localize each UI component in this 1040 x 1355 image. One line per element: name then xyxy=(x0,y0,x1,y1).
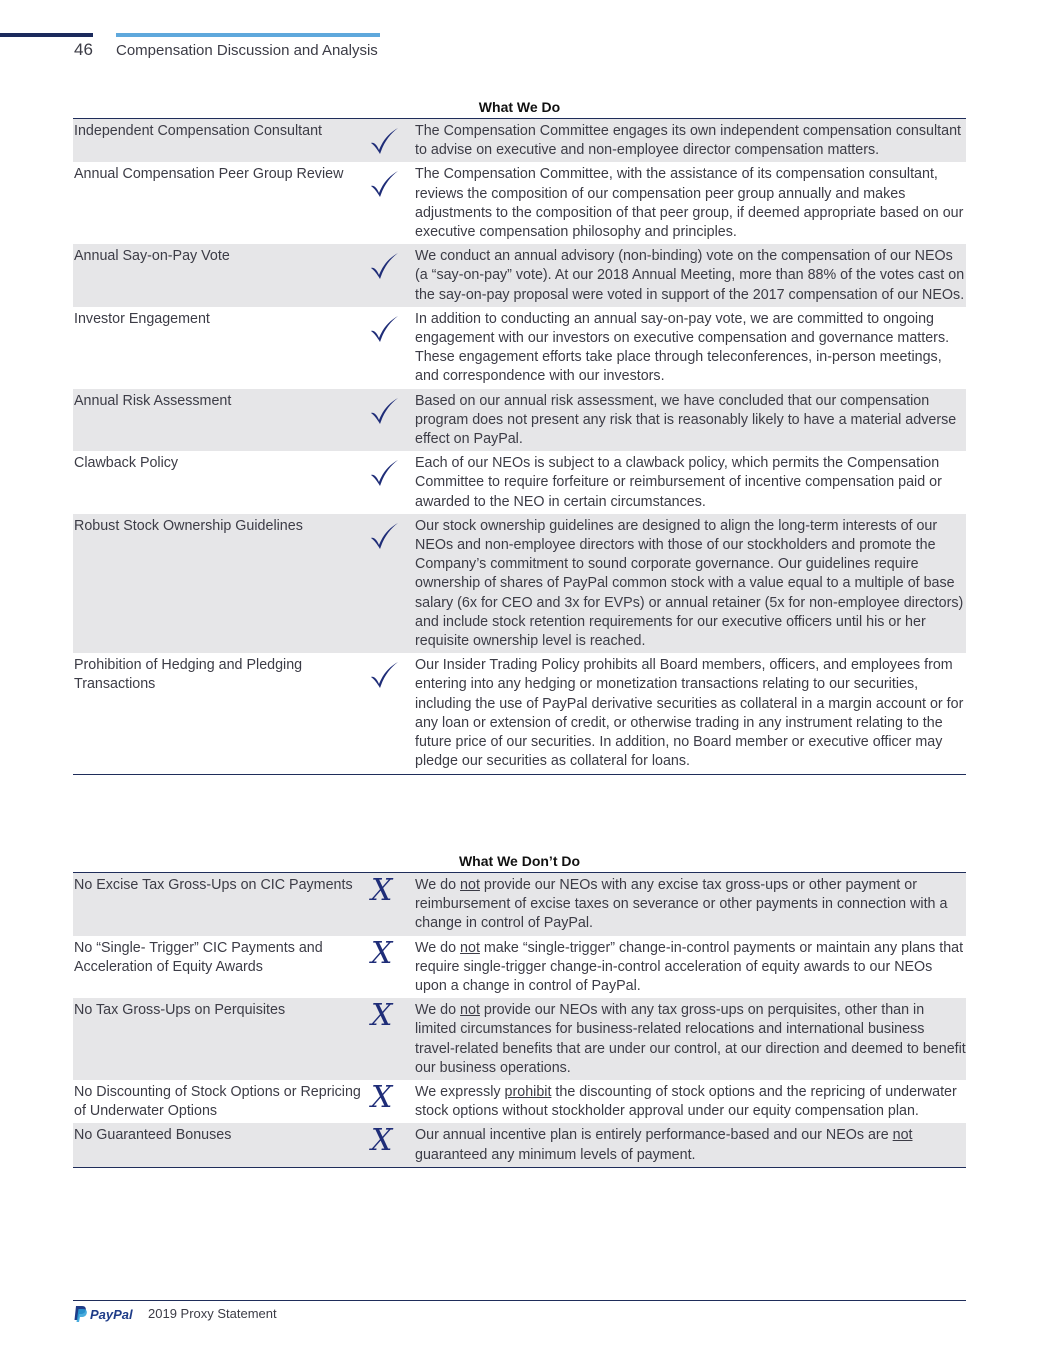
check-icon xyxy=(369,314,399,344)
table-row xyxy=(73,451,966,514)
table-row xyxy=(73,653,966,773)
row-description: Based on our annual risk assessment, we have concluded that our compensation program does not present any risk that is reasonably likely to have a material adverse effect on PayPal. xyxy=(415,392,957,448)
x-icon: X xyxy=(371,1123,393,1159)
row-icon-cell xyxy=(363,998,415,1078)
row-description: The Compensation Committee engages its own independent compensation consultant to advise on executive and non-employee director compensation matters. xyxy=(415,123,961,159)
row-label: No “Single- Trigger” CIC Payments and Acceleration of Equity Awards xyxy=(74,939,323,975)
x-icon: X xyxy=(371,935,393,971)
footer-rule xyxy=(73,1300,966,1301)
row-label: No Tax Gross-Ups on Perquisites xyxy=(74,1002,286,1019)
desc-text-start: We do xyxy=(415,877,461,893)
row-label: Annual Risk Assessment xyxy=(74,392,232,409)
row-icon-cell xyxy=(363,935,415,997)
row-label: Annual Say-on-Pay Vote xyxy=(74,248,230,265)
row-icon-cell xyxy=(363,165,415,242)
row-description: Our stock ownership guidelines are designed to align the long-term interests of our NEOs and non-employee directors with those of our stockholders and promote the Company’s commitment to sound corporate governance. Our guidelines require ownership of shares of PayPal common stock with a value equal to a multiple of base salary (6x for CEO and 3x for EVPs) or annual retainer (5x for non-employee directors) and include stock retention requirements for our executive officers until his or her requisite ownership level is reached. xyxy=(415,517,964,650)
check-icon xyxy=(369,126,399,156)
row-description xyxy=(415,1083,966,1121)
table-row xyxy=(73,873,966,936)
row-icon-cell xyxy=(363,247,415,305)
table-row xyxy=(73,389,966,452)
row-description: The Compensation Committee, with the assistance of its compensation consultant, reviews the composition of our compensation peer group annually and makes adjustments to the composition of that peer group, if deemed appropriate based on our executive compensation philosophy and principles. xyxy=(415,166,964,241)
desc-text-end: provide our NEOs with any excise tax gross-ups or other payment or reimbursement of excise taxes on severance or other payments in connection with a change in control of PayPal. xyxy=(415,877,948,932)
table-row xyxy=(73,1123,966,1166)
table-row xyxy=(73,936,966,999)
row-label: Investor Engagement xyxy=(74,310,210,327)
table-rule xyxy=(73,774,966,775)
table-row xyxy=(73,119,966,162)
desc-text-end: the discounting of stock options and the repricing of underwater stock options without stockholder approval under our equity compensation plan. xyxy=(415,1084,957,1120)
what-we-do-table xyxy=(73,96,966,775)
row-icon-cell xyxy=(363,656,415,771)
table-row xyxy=(73,514,966,653)
row-icon-cell xyxy=(363,454,415,512)
row-label: Robust Stock Ownership Guidelines xyxy=(74,517,303,534)
section-title: Compensation Discussion and Analysis xyxy=(116,42,378,59)
row-icon-cell xyxy=(363,517,415,651)
row-icon-cell xyxy=(363,310,415,387)
x-icon: X xyxy=(371,1080,393,1116)
desc-emphasis: not xyxy=(892,1127,913,1144)
table-rule xyxy=(73,1167,966,1168)
row-icon-cell xyxy=(363,873,415,934)
desc-emphasis: not xyxy=(460,939,480,956)
what-we-dont-do-table xyxy=(73,850,966,1168)
desc-text-end: make “single-trigger” change-in-control payments or maintain any plans that require single-trigger change-in-control acceleration of equity awards to our NEOs upon a change in control of PayPal. xyxy=(415,939,964,995)
row-label: No Excise Tax Gross-Ups on CIC Payments xyxy=(74,877,353,893)
table-row xyxy=(73,244,966,307)
row-icon-cell xyxy=(363,1123,415,1164)
footer-text: 2019 Proxy Statement xyxy=(148,1306,277,1321)
row-icon-cell xyxy=(363,1080,415,1121)
desc-text-end: provide our NEOs with any tax gross-ups on perquisites, other than in limited circumstances for business-related relocations and international business travel-related benefits that are under our control, at our direction and deemed to benefit our business operations. xyxy=(415,1002,966,1076)
row-label: Independent Compensation Consultant xyxy=(74,123,322,139)
desc-emphasis: not xyxy=(460,1002,480,1019)
what-we-dont-do-heading: What We Don’t Do xyxy=(458,853,581,869)
check-icon xyxy=(369,396,399,426)
row-description xyxy=(415,876,966,934)
x-icon: X xyxy=(371,873,393,908)
table-row xyxy=(73,162,966,244)
paypal-logo-text: PayPal xyxy=(90,1306,133,1322)
check-icon xyxy=(369,169,399,199)
page-number: 46 xyxy=(74,40,93,59)
row-description xyxy=(415,1001,966,1078)
check-icon xyxy=(369,660,399,690)
row-label: No Discounting of Stock Options or Repricing of Underwater Options xyxy=(74,1084,361,1120)
what-we-do-heading: What We Do xyxy=(478,99,561,115)
row-icon-cell xyxy=(363,122,415,160)
row-label: Annual Compensation Peer Group Review xyxy=(74,166,344,183)
desc-text-start: We expressly xyxy=(415,1084,505,1101)
table-row xyxy=(73,1080,966,1123)
header-bar-light xyxy=(116,33,380,37)
desc-text-start: We do xyxy=(415,939,461,956)
table-row xyxy=(73,307,966,389)
check-icon xyxy=(369,251,399,281)
row-description: Each of our NEOs is subject to a clawback policy, which permits the Compensation Committee to require forfeiture or reimbursement of incentive compensation paid or awarded to the NEO in certain circumstances. xyxy=(415,455,942,510)
check-icon xyxy=(369,458,399,488)
row-icon-cell xyxy=(363,392,415,450)
row-description: We conduct an annual advisory (non-binding) vote on the compensation of our NEOs (a “say-on-pay” vote). At our 2018 Annual Meeting, more than 88% of the votes cast on the say-on-pay proposal were voted in support of the 2017 compensation of our NEOs. xyxy=(415,248,965,303)
paypal-logo xyxy=(74,1306,133,1322)
desc-emphasis: prohibit xyxy=(504,1084,552,1101)
paypal-p-icon xyxy=(74,1306,87,1322)
row-label: No Guaranteed Bonuses xyxy=(74,1127,232,1144)
x-icon: X xyxy=(371,998,393,1034)
header-bar-dark xyxy=(0,33,93,37)
row-label: Prohibition of Hedging and Pledging Transactions xyxy=(74,657,303,693)
desc-text-start: We do xyxy=(415,1002,461,1019)
check-icon xyxy=(369,521,399,551)
row-description xyxy=(415,939,966,997)
desc-text-start: Our annual incentive plan is entirely performance-based and our NEOs are xyxy=(415,1127,893,1144)
row-description xyxy=(415,1126,966,1164)
row-description: Our Insider Trading Policy prohibits all Board members, officers, and employees from entering into any hedging or monetization transactions relating to our securities, including the use of PayPal derivative securities as collateral in a margin account or for any loan or extension of credit, or otherwise trading in any instrument relating to the future price of our securities. In addition, no Board member or executive officer may pledge our securities as collateral for loans. xyxy=(415,657,964,770)
desc-text-end: guaranteed any minimum levels of payment. xyxy=(415,1146,696,1163)
row-description: In addition to conducting an annual say-on-pay vote, we are committed to ongoing engagement with our investors on executive compensation and governance matters. These engagement efforts take place through teleconferences, in-person meetings, and correspondence with our investors. xyxy=(415,310,950,385)
table-row xyxy=(73,998,966,1080)
desc-emphasis: not xyxy=(460,877,480,893)
row-label: Clawback Policy xyxy=(74,455,179,472)
